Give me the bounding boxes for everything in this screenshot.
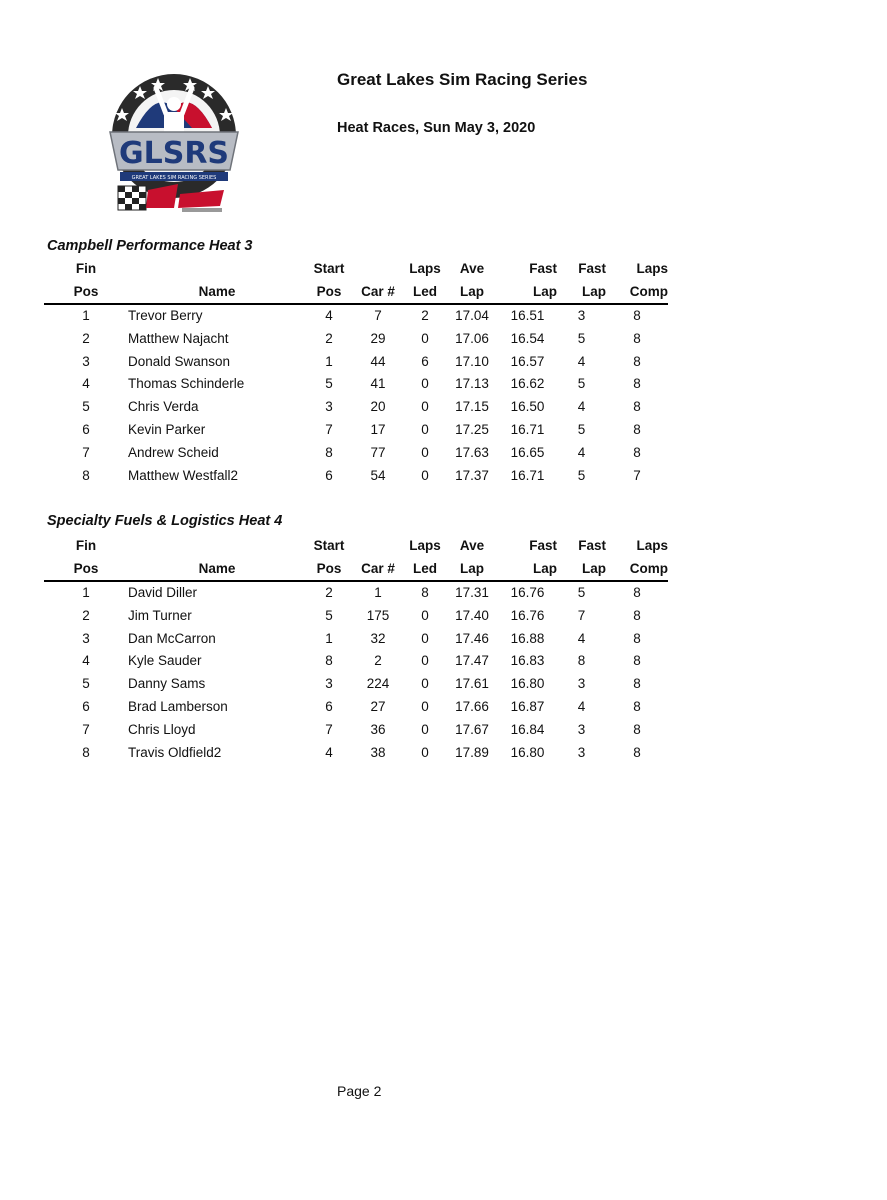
cell-start-pos: 4 — [325, 308, 333, 323]
cell-fast-lap-num: 3 — [577, 744, 586, 760]
col-header — [128, 534, 306, 557]
cell-fast-lap: 16.87 — [510, 698, 545, 714]
col-header: Laps — [409, 261, 441, 276]
logo-tagline: GREAT LAKES SIM RACING SERIES — [131, 175, 217, 181]
cell-fast-lap-num: 4 — [577, 399, 586, 415]
cell-start-pos: 7 — [325, 421, 333, 437]
col-header: Lap — [498, 557, 557, 581]
col-header: Laps — [636, 261, 668, 276]
cell-fast-lap-num: 5 — [577, 330, 586, 346]
cell-fast-lap-num: 3 — [577, 721, 586, 737]
cell-ave-lap: 17.10 — [455, 353, 489, 369]
table-row — [44, 605, 668, 628]
cell-car: 27 — [370, 698, 386, 714]
col-header: Pos — [306, 280, 352, 304]
col-header: Name — [128, 280, 306, 304]
cell-fin-pos: 2 — [82, 330, 90, 346]
cell-fast-lap: 16.84 — [510, 721, 545, 737]
cell-fast-lap: 16.80 — [510, 676, 545, 692]
cell-laps-led: 0 — [421, 698, 429, 714]
cell-fast-lap: 16.54 — [510, 330, 545, 346]
cell-start-pos: 1 — [325, 353, 333, 369]
col-header: Car # — [352, 280, 404, 304]
col-header: Lap — [446, 280, 498, 304]
cell-fast-lap-num: 5 — [577, 467, 586, 483]
cell-name: Andrew Scheid — [128, 444, 219, 460]
cell-fast-lap-num: 5 — [577, 585, 586, 600]
cell-fin-pos: 8 — [82, 467, 90, 483]
col-header: Car # — [352, 557, 404, 581]
cell-fast-lap: 16.83 — [510, 653, 545, 669]
cell-ave-lap: 17.37 — [455, 467, 489, 483]
cell-fast-lap: 16.50 — [510, 399, 545, 415]
cell-fast-lap-num: 8 — [577, 653, 586, 669]
cell-ave-lap: 17.47 — [455, 653, 489, 669]
cell-laps-comp: 7 — [633, 467, 641, 483]
cell-laps-comp: 8 — [633, 676, 641, 692]
cell-car: 224 — [366, 676, 390, 692]
cell-laps-led: 0 — [421, 330, 429, 346]
cell-start-pos: 5 — [325, 607, 333, 623]
cell-ave-lap: 17.15 — [455, 399, 489, 415]
col-header: Start — [313, 261, 345, 276]
cell-fast-lap-num: 5 — [577, 376, 586, 392]
col-header: Led — [404, 280, 446, 304]
cell-fin-pos: 4 — [82, 376, 90, 392]
cell-laps-comp: 8 — [633, 444, 641, 460]
cell-car: 41 — [370, 376, 386, 392]
cell-name: Donald Swanson — [128, 353, 231, 369]
table-row — [44, 628, 668, 651]
cell-name: David Diller — [128, 585, 198, 600]
cell-fast-lap: 16.71 — [510, 421, 545, 437]
cell-fast-lap-num: 4 — [577, 444, 586, 460]
cell-fast-lap: 16.51 — [510, 308, 545, 323]
cell-laps-comp: 8 — [633, 585, 641, 600]
col-header: Fast — [529, 538, 557, 553]
table-row — [44, 581, 668, 605]
cell-laps-led: 0 — [421, 607, 429, 623]
table-row — [44, 396, 668, 419]
cell-laps-comp: 8 — [633, 330, 641, 346]
table-row — [44, 351, 668, 374]
cell-fast-lap: 16.88 — [510, 630, 545, 646]
cell-laps-comp: 8 — [633, 744, 641, 760]
col-header: Laps — [409, 538, 441, 553]
col-header: Lap — [557, 280, 606, 304]
cell-start-pos: 4 — [325, 744, 333, 760]
cell-fin-pos: 3 — [82, 353, 90, 369]
cell-start-pos: 6 — [325, 698, 333, 714]
cell-fast-lap-num: 3 — [577, 676, 586, 692]
cell-fin-pos: 8 — [82, 744, 90, 760]
cell-laps-comp: 8 — [633, 698, 641, 714]
cell-fin-pos: 2 — [82, 607, 90, 623]
cell-car: 44 — [370, 353, 386, 369]
cell-start-pos: 6 — [325, 467, 333, 483]
table-row — [44, 328, 668, 351]
cell-laps-comp: 8 — [633, 630, 641, 646]
cell-fast-lap-num: 3 — [577, 308, 586, 323]
col-header: Ave — [459, 261, 485, 276]
cell-fin-pos: 6 — [82, 421, 90, 437]
cell-name: Matthew Najacht — [128, 330, 229, 346]
cell-laps-comp: 8 — [633, 721, 641, 737]
cell-laps-led: 0 — [421, 399, 429, 415]
col-header: Fin — [75, 261, 97, 276]
cell-fin-pos: 5 — [82, 676, 90, 692]
cell-laps-led: 0 — [421, 653, 429, 669]
cell-fast-lap-num: 4 — [577, 630, 586, 646]
cell-fast-lap: 16.76 — [510, 585, 545, 600]
cell-name: Kevin Parker — [128, 421, 206, 437]
cell-car: 77 — [370, 444, 386, 460]
cell-car: 20 — [370, 399, 386, 415]
cell-laps-led: 0 — [421, 630, 429, 646]
cell-ave-lap: 17.46 — [455, 630, 489, 646]
cell-car: 2 — [374, 653, 382, 669]
cell-laps-led: 2 — [421, 308, 429, 323]
cell-car: 1 — [374, 585, 382, 600]
cell-laps-led: 0 — [421, 421, 429, 437]
table-row — [44, 696, 668, 719]
cell-laps-comp: 8 — [633, 376, 641, 392]
col-header: Fin — [75, 538, 97, 553]
cell-start-pos: 5 — [325, 376, 333, 392]
cell-name: Thomas Schinderle — [128, 376, 245, 392]
cell-ave-lap: 17.61 — [455, 676, 489, 692]
cell-ave-lap: 17.06 — [455, 330, 489, 346]
col-header: Fast — [529, 261, 557, 276]
cell-ave-lap: 17.63 — [455, 444, 489, 460]
series-title: Great Lakes Sim Racing Series — [337, 70, 588, 89]
cell-ave-lap: 17.67 — [455, 721, 489, 737]
table-row — [44, 719, 668, 742]
cell-name: Dan McCarron — [128, 630, 216, 646]
cell-start-pos: 3 — [325, 399, 333, 415]
cell-laps-led: 0 — [421, 376, 429, 392]
cell-laps-comp: 8 — [633, 399, 641, 415]
cell-fast-lap: 16.80 — [510, 744, 545, 760]
col-header — [352, 257, 404, 280]
table-row — [44, 673, 668, 696]
cell-name: Travis Oldfield2 — [128, 744, 222, 760]
cell-laps-led: 0 — [421, 444, 429, 460]
cell-fin-pos: 7 — [82, 444, 90, 460]
table-row — [44, 742, 668, 765]
cell-car: 32 — [370, 630, 386, 646]
cell-laps-led: 6 — [421, 353, 429, 369]
col-header — [128, 257, 306, 280]
col-header: Lap — [557, 557, 606, 581]
cell-name: Jim Turner — [128, 607, 192, 623]
table-row — [44, 465, 668, 488]
cell-laps-comp: 8 — [633, 607, 641, 623]
col-header: Fast — [578, 538, 606, 553]
cell-start-pos: 8 — [325, 653, 333, 669]
event-subtitle: Heat Races, Sun May 3, 2020 — [337, 120, 536, 136]
cell-car: 38 — [370, 744, 386, 760]
header-row — [44, 257, 668, 280]
table-row — [44, 373, 668, 396]
cell-start-pos: 7 — [325, 721, 333, 737]
header-row — [44, 280, 668, 304]
page-number: Page 2 — [337, 1083, 382, 1099]
col-header: Fast — [578, 261, 606, 276]
cell-name: Kyle Sauder — [128, 653, 202, 669]
cell-laps-led: 0 — [421, 721, 429, 737]
logo-lettering: GLSRS — [118, 136, 230, 171]
col-header — [352, 534, 404, 557]
cell-start-pos: 2 — [325, 330, 333, 346]
cell-car: 54 — [370, 467, 386, 483]
cell-fin-pos: 3 — [82, 630, 90, 646]
col-header: Comp — [606, 280, 668, 304]
cell-ave-lap: 17.04 — [455, 308, 489, 323]
table-row — [44, 304, 668, 328]
col-header: Laps — [636, 538, 668, 553]
col-header: Pos — [44, 280, 128, 304]
table-row — [44, 442, 668, 465]
cell-fast-lap: 16.62 — [510, 376, 545, 392]
cell-laps-led: 0 — [421, 676, 429, 692]
cell-name: Chris Lloyd — [128, 721, 196, 737]
cell-fast-lap: 16.76 — [510, 607, 545, 623]
cell-name: Danny Sams — [128, 676, 206, 692]
cell-laps-led: 8 — [421, 585, 429, 600]
header-row — [44, 534, 668, 557]
cell-laps-comp: 8 — [633, 421, 641, 437]
cell-fin-pos: 1 — [82, 308, 90, 323]
cell-laps-comp: 8 — [633, 308, 641, 323]
cell-ave-lap: 17.25 — [455, 421, 489, 437]
cell-name: Matthew Westfall2 — [128, 467, 239, 483]
cell-fast-lap: 16.71 — [510, 467, 545, 483]
col-header: Lap — [498, 280, 557, 304]
cell-start-pos: 2 — [325, 585, 333, 600]
cell-fin-pos: 7 — [82, 721, 90, 737]
cell-fast-lap: 16.65 — [510, 444, 545, 460]
cell-start-pos: 3 — [325, 676, 333, 692]
cell-ave-lap: 17.66 — [455, 698, 489, 714]
cell-name: Brad Lamberson — [128, 698, 228, 714]
cell-fast-lap-num: 5 — [577, 421, 586, 437]
cell-ave-lap: 17.40 — [455, 607, 489, 623]
cell-ave-lap: 17.13 — [455, 376, 489, 392]
cell-ave-lap: 17.31 — [455, 585, 489, 600]
cell-start-pos: 1 — [325, 630, 333, 646]
col-header: Start — [313, 538, 345, 553]
header-row — [44, 557, 668, 581]
col-header: Pos — [306, 557, 352, 581]
col-header: Lap — [446, 557, 498, 581]
cell-laps-led: 0 — [421, 467, 429, 483]
cell-car: 36 — [370, 721, 386, 737]
col-header: Name — [128, 557, 306, 581]
cell-car: 29 — [370, 330, 386, 346]
cell-laps-led: 0 — [421, 744, 429, 760]
cell-fast-lap-num: 4 — [577, 698, 586, 714]
results-table-heat-3 — [44, 257, 668, 487]
cell-ave-lap: 17.89 — [455, 744, 489, 760]
col-header: Comp — [606, 557, 668, 581]
results-table-heat-4 — [44, 534, 668, 764]
cell-fin-pos: 6 — [82, 698, 90, 714]
cell-fast-lap-num: 7 — [577, 607, 586, 623]
cell-car: 7 — [374, 308, 382, 323]
col-header: Ave — [459, 538, 485, 553]
heat-title: Specialty Fuels & Logistics Heat 4 — [47, 513, 283, 529]
cell-start-pos: 8 — [325, 444, 333, 460]
cell-laps-comp: 8 — [633, 353, 641, 369]
col-header: Led — [404, 557, 446, 581]
cell-fast-lap: 16.57 — [510, 353, 545, 369]
cell-fin-pos: 5 — [82, 399, 90, 415]
cell-name: Chris Verda — [128, 399, 199, 415]
cell-car: 175 — [366, 607, 390, 623]
cell-laps-comp: 8 — [633, 653, 641, 669]
heat-title: Campbell Performance Heat 3 — [47, 238, 253, 254]
table-row — [44, 650, 668, 673]
cell-fast-lap-num: 4 — [577, 353, 586, 369]
col-header: Pos — [44, 557, 128, 581]
cell-car: 17 — [370, 421, 386, 437]
glsrs-logo — [96, 68, 254, 218]
table-row — [44, 419, 668, 442]
cell-name: Trevor Berry — [128, 308, 203, 323]
cell-fin-pos: 4 — [82, 653, 90, 669]
cell-fin-pos: 1 — [82, 585, 90, 600]
